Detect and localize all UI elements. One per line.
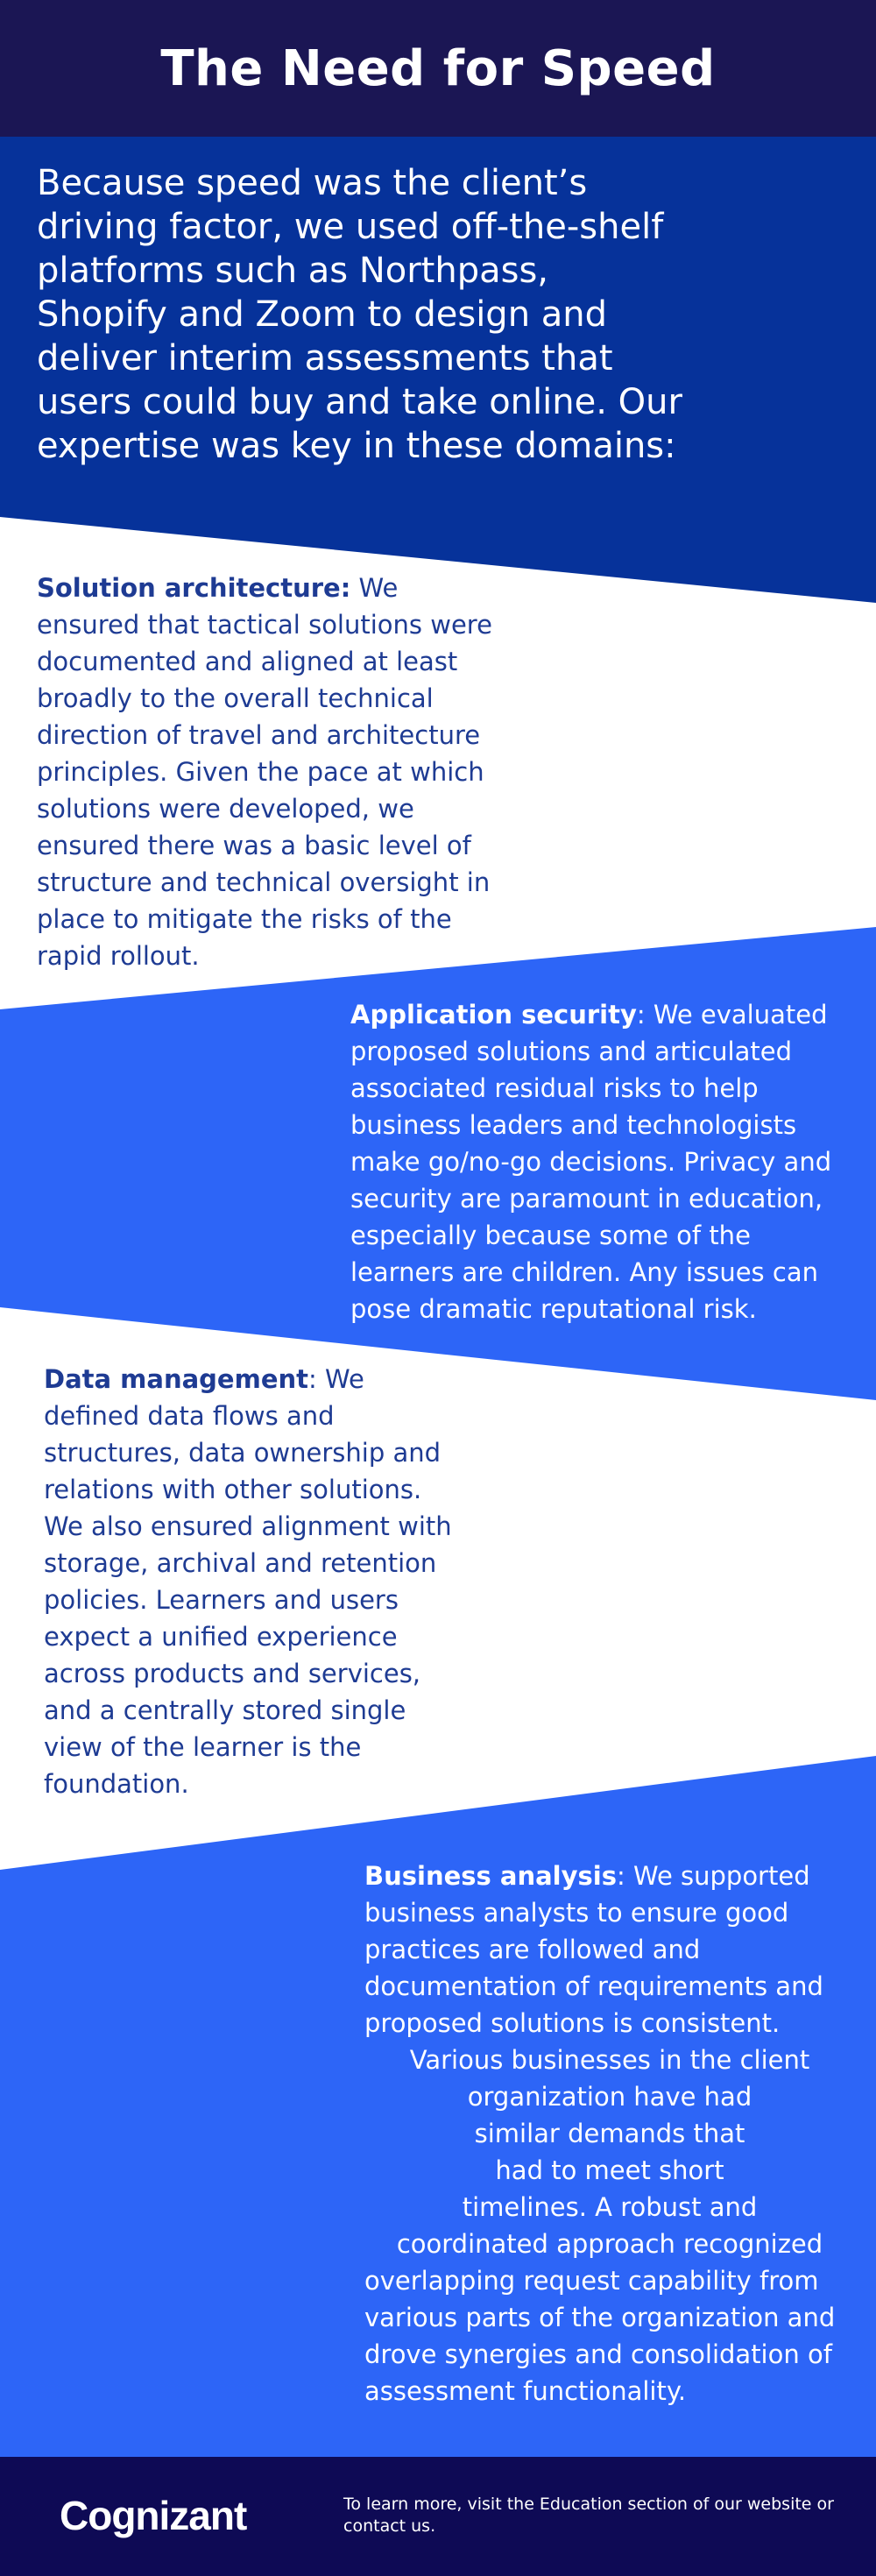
- page-header: [0, 0, 876, 137]
- data-management-section: [44, 1361, 464, 1802]
- business-analysis-line: similar demands that: [474, 2119, 745, 2148]
- business-analysis-line: had to meet short: [495, 2155, 724, 2185]
- application-security-label: Application security: [350, 1000, 637, 1030]
- business-analysis-text: : We supported business analysts to ensure good practices are followed and documentation of requirements and proposed solutions is consistent.: [364, 1861, 823, 2038]
- business-analysis-line: organization have had: [467, 2082, 752, 2112]
- solution-architecture-label: Solution architecture:: [37, 573, 351, 603]
- business-analysis-closing: overlapping request capability from various parts of the organization and drove synergies and consolidation of assessment functionality.: [364, 2266, 836, 2406]
- data-management-label: Data management: [44, 1364, 308, 1394]
- data-management-text: : We defined data flows and structures, data ownership and relations with other solutions. We also ensured alignment with storage, archival and retention policies. Learners and users expect a unified experience across products and services, and a centrally stored single view of the learner is the foundation.: [44, 1364, 452, 1799]
- business-analysis-label: Business analysis: [364, 1861, 617, 1891]
- business-analysis-line: Various businesses in the client: [409, 2045, 810, 2075]
- business-analysis-line: coordinated approach recognized: [396, 2229, 823, 2259]
- footer-call-to-action: To learn more, visit the Education section of our website or contact us.: [343, 2495, 834, 2536]
- page-footer: [0, 2457, 876, 2576]
- solution-architecture-text: We ensured that tactical solutions were documented and aligned at least broadly to the overall technical direction of travel and architecture principles. Given the pace at which solutions were developed, we ensured there was a basic level of structure and technical oversight in place to mitigate the risks of the rapid rollout.: [37, 573, 492, 971]
- business-analysis-section: [364, 1858, 855, 2410]
- solution-architecture-section: [37, 570, 492, 974]
- application-security-text: : We evaluated proposed solutions and articulated associated residual risks to help business leaders and technologists make go/no-go decisions. Privacy and security are paramount in education, especially because some of the learners are children. Any issues can pose dramatic reputational risk.: [350, 1000, 832, 1324]
- cognizant-logo[interactable]: Cognizant: [60, 2493, 247, 2538]
- intro-paragraph: Because speed was the client’s driving factor, we used off-the-shelf platforms such as Northpass, Shopify and Zoom to design and deliver interim assessments that users could buy and take online. Our expertise was key in these domains:: [37, 163, 682, 466]
- business-analysis-line: timelines. A robust and: [462, 2192, 758, 2222]
- application-security-section: [350, 996, 841, 1327]
- page-title: The Need for Speed: [160, 39, 716, 97]
- business-analysis-intro: [364, 1858, 855, 2042]
